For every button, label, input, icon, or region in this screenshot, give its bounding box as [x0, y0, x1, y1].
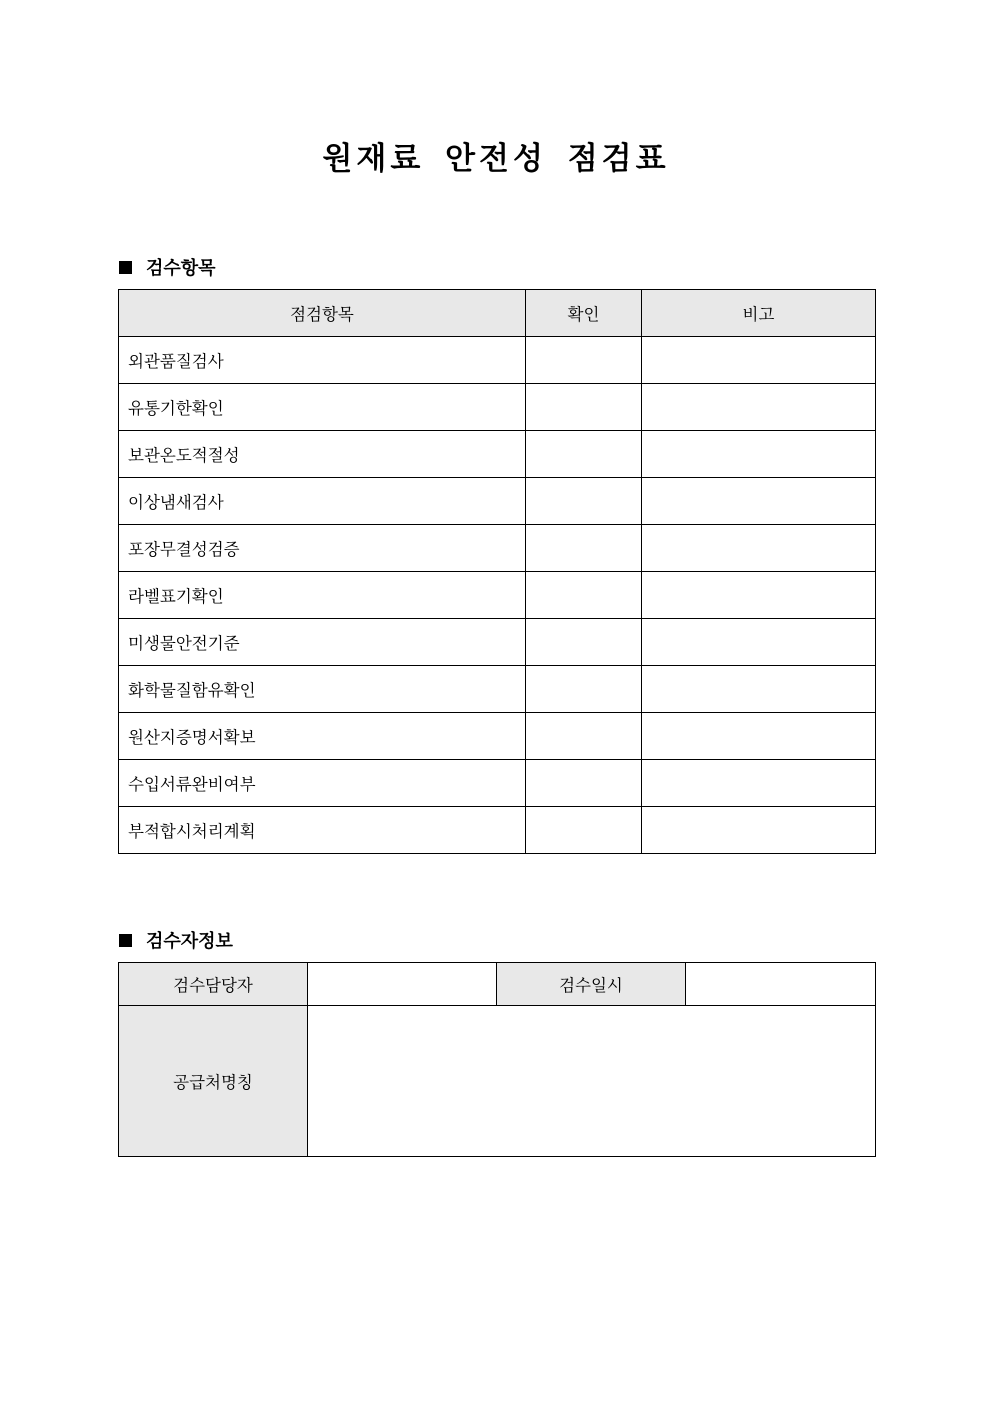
- table-row: [119, 478, 876, 525]
- table-row: [119, 713, 876, 760]
- table-row: [119, 431, 876, 478]
- document-title: 원재료 안전성 점검표: [322, 141, 670, 177]
- table-row: [119, 619, 876, 666]
- check-cell[interactable]: [526, 431, 642, 478]
- check-cell[interactable]: [526, 619, 642, 666]
- supplier-label: 공급처명칭: [119, 1006, 308, 1157]
- section-heading-label: 검수자정보: [146, 931, 233, 952]
- note-cell[interactable]: [642, 619, 876, 666]
- note-cell[interactable]: [642, 525, 876, 572]
- check-cell[interactable]: [526, 525, 642, 572]
- item-cell: 화학물질함유확인: [119, 666, 526, 713]
- table-row: [119, 525, 876, 572]
- table-header-row: [119, 290, 876, 337]
- note-cell[interactable]: [642, 478, 876, 525]
- note-cell[interactable]: [642, 384, 876, 431]
- table-row: [119, 760, 876, 807]
- check-cell[interactable]: [526, 478, 642, 525]
- note-cell[interactable]: [642, 807, 876, 854]
- table-row: [119, 572, 876, 619]
- item-cell: 원산지증명서확보: [119, 713, 526, 760]
- check-cell[interactable]: [526, 807, 642, 854]
- column-header-note: 비고: [642, 290, 876, 337]
- check-cell[interactable]: [526, 384, 642, 431]
- item-cell: 라벨표기확인: [119, 572, 526, 619]
- inspection-date-label: 검수일시: [497, 963, 686, 1006]
- check-cell[interactable]: [526, 713, 642, 760]
- inspection-date-field[interactable]: [686, 963, 876, 1006]
- item-cell: 미생물안전기준: [119, 619, 526, 666]
- item-cell: 외관품질검사: [119, 337, 526, 384]
- square-bullet-icon: [119, 934, 132, 947]
- column-header-check: 확인: [526, 290, 642, 337]
- info-row-supplier: [119, 1006, 876, 1157]
- item-cell: 보관온도적절성: [119, 431, 526, 478]
- item-cell: 유통기한확인: [119, 384, 526, 431]
- info-row-inspector: [119, 963, 876, 1006]
- table-row: [119, 666, 876, 713]
- item-cell: 수입서류완비여부: [119, 760, 526, 807]
- section-heading-inspection: [119, 254, 216, 280]
- note-cell[interactable]: [642, 431, 876, 478]
- check-cell[interactable]: [526, 760, 642, 807]
- inspector-label: 검수담당자: [119, 963, 308, 1006]
- inspection-table: [118, 289, 876, 854]
- note-cell[interactable]: [642, 572, 876, 619]
- note-cell[interactable]: [642, 713, 876, 760]
- column-header-item: 점검항목: [119, 290, 526, 337]
- note-cell[interactable]: [642, 337, 876, 384]
- item-cell: 이상냄새검사: [119, 478, 526, 525]
- section-heading-inspector: [119, 927, 233, 953]
- check-cell[interactable]: [526, 337, 642, 384]
- supplier-field[interactable]: [308, 1006, 876, 1157]
- table-row: [119, 384, 876, 431]
- item-cell: 부적합시처리계획: [119, 807, 526, 854]
- table-row: [119, 807, 876, 854]
- inspector-field[interactable]: [308, 963, 497, 1006]
- note-cell[interactable]: [642, 666, 876, 713]
- check-cell[interactable]: [526, 666, 642, 713]
- square-bullet-icon: [119, 261, 132, 274]
- section-heading-label: 검수항목: [146, 258, 216, 279]
- inspector-info-table: [118, 962, 876, 1157]
- check-cell[interactable]: [526, 572, 642, 619]
- item-cell: 포장무결성검증: [119, 525, 526, 572]
- note-cell[interactable]: [642, 760, 876, 807]
- table-row: [119, 337, 876, 384]
